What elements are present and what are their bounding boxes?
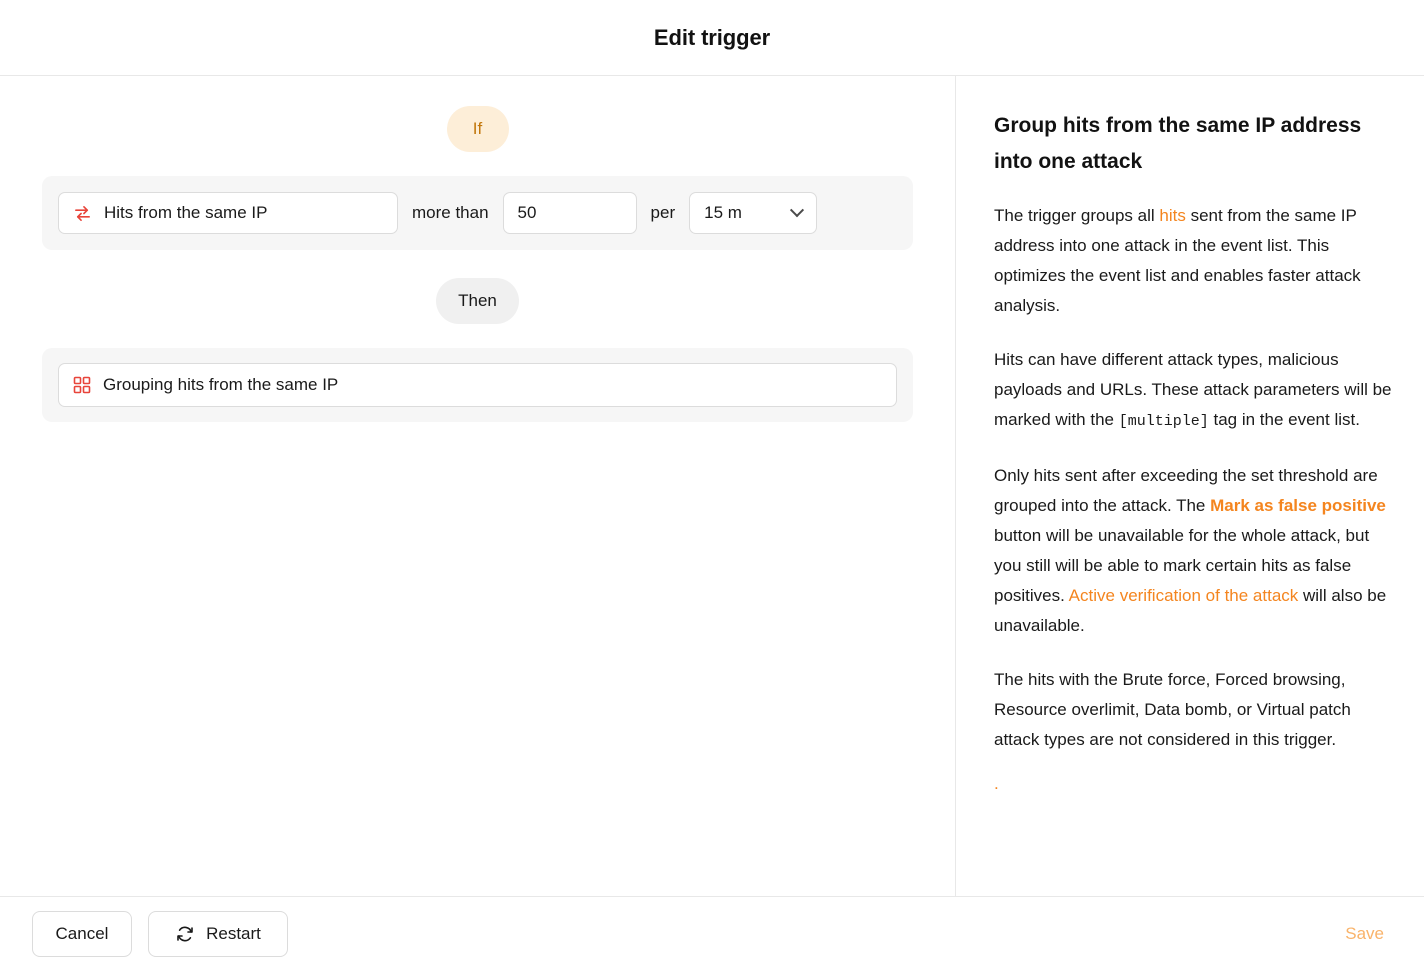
action-label: Grouping hits from the same IP: [103, 375, 339, 394]
trigger-builder-pane: [0, 76, 956, 896]
mark-as-false-positive-emphasis: Mark as false positive: [1210, 496, 1386, 516]
save-button[interactable]: Save: [1337, 911, 1392, 957]
info-paragraph-5-truncated: .: [994, 779, 999, 790]
info-paragraph-3: [994, 461, 1400, 641]
period-select[interactable]: [689, 192, 817, 234]
page-title: Edit trigger: [653, 24, 771, 50]
if-pill-row: [42, 106, 913, 152]
action-field[interactable]: [58, 363, 897, 407]
period-select-value: 15 m: [704, 203, 742, 222]
info-title: Group hits from the same IP address into one attack: [994, 114, 1362, 173]
then-pill: Then: [436, 278, 519, 324]
condition-operator-label: more than: [412, 203, 489, 222]
info-p1-text-a: The trigger groups all: [994, 206, 1160, 226]
multiple-tag-code: [multiple]: [1118, 413, 1209, 431]
condition-subject-field[interactable]: [58, 192, 398, 234]
hits-link[interactable]: hits: [1159, 206, 1186, 226]
info-p3-text-a: Only hits sent after exceeding the set threshold are grouped into the attack. The: [994, 466, 1378, 516]
chevron-down-icon: [790, 203, 804, 217]
trigger-info-pane: [956, 76, 1424, 896]
condition-value-field[interactable]: [503, 192, 637, 234]
per-label: per: [650, 203, 676, 222]
if-pill: If: [447, 106, 509, 152]
dialog-body: [0, 76, 1424, 896]
grid-squares-icon: [73, 376, 91, 394]
dialog-footer: [0, 896, 1424, 970]
restart-button-label: Restart: [206, 923, 261, 943]
info-p1-text-b: sent from the same IP address into one attack in the event list. This optimizes the event list and enables faster attack analysis.: [994, 206, 1361, 316]
info-paragraph-4: The hits with the Brute force, Forced browsing, Resource overlimit, Data bomb, or Virtual patch attack types are not considered in this trigger.: [994, 670, 1351, 750]
cancel-button[interactable]: Cancel: [32, 911, 132, 957]
condition-subject-label: Hits from the same IP: [104, 203, 268, 222]
info-p2-text-a: Hits can have different attack types, malicious payloads and URLs. These attack parameters will be marked with the: [994, 350, 1392, 430]
condition-row: [42, 176, 913, 250]
action-row: [42, 348, 913, 422]
dialog-header: [0, 0, 1424, 76]
then-pill-row: [42, 278, 913, 324]
arrows-exchange-icon: [73, 204, 92, 223]
info-paragraph-1: [994, 201, 1400, 321]
refresh-icon: [175, 924, 195, 944]
info-p3-text-b: button will be unavailable for the whole attack, but you still will be able to mark certain hits as false positives.: [994, 526, 1370, 606]
info-p3-text-c: will also be unavailable.: [994, 586, 1387, 636]
active-verification-link[interactable]: Active verification of the attack: [1068, 586, 1299, 606]
info-paragraph-2: [994, 345, 1400, 437]
restart-button[interactable]: [148, 911, 288, 957]
info-p2-text-b: tag in the event list.: [1208, 410, 1360, 430]
threshold-input[interactable]: [518, 203, 622, 223]
